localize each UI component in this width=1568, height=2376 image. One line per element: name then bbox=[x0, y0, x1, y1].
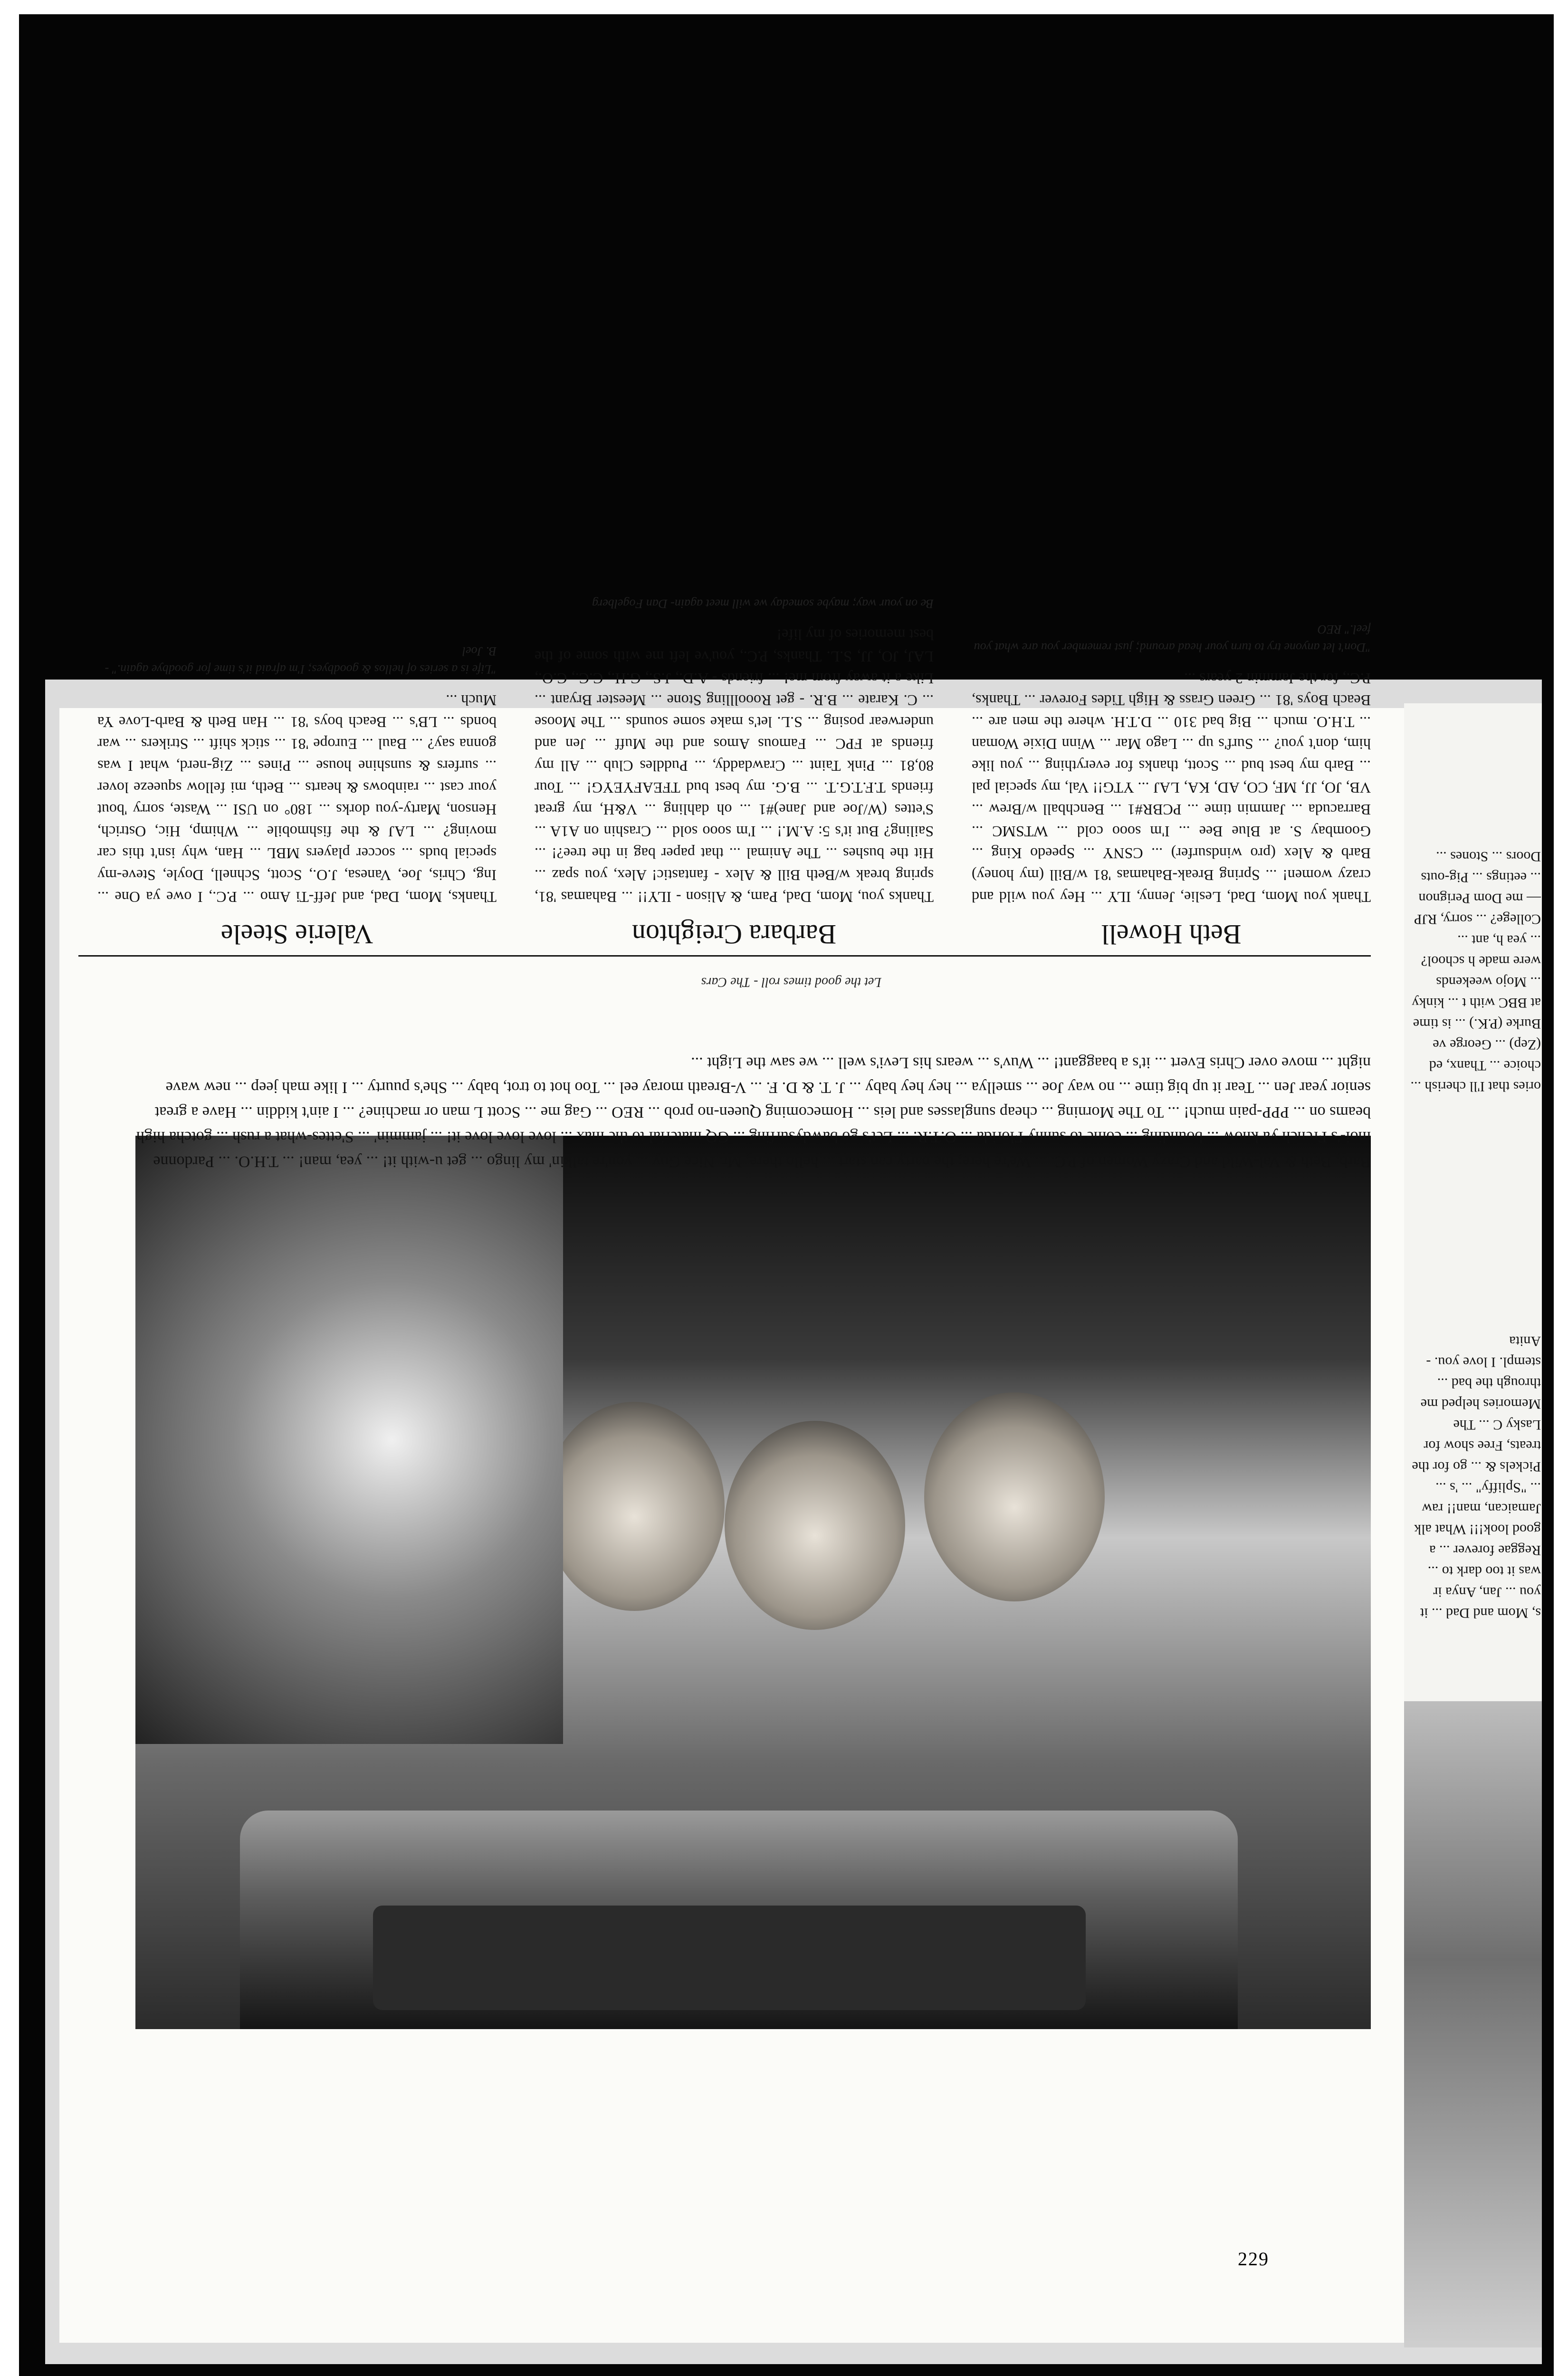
photo-person-right bbox=[544, 1402, 725, 1611]
photo-person-center bbox=[725, 1421, 905, 1630]
senior-name: Barbara Creighton bbox=[632, 919, 837, 950]
adjacent-page-fragment bbox=[1404, 703, 1542, 2347]
senior-message: Thanks, Mom, Dad, and Jeff-Ti Amo ... P.C., I owe ya One ... Ing, Chris, Joe, Vanesa, J.O., Scott, Schnell, Doyle, Steve-my special buds ... soccer players MBL ... Han, why isn't this car moving? ... LAJ & the fishmobile ... Whimp, Hic, Ostrich, Henson, Marty-you dorks ... 180° on USI ... Waste, sorry 'bout your cast ... rainbows & hearts ... Beth, mi fellow squeeze lover ... surfers & sunshine house ... Pines ... Zig-nerd, what I was gonna say? ... Baul ... Europe '81 ... stick shift ... Strikers ... war bonds ... LB's ... Beach boys '81 ... Han Beth & Barb-Love Ya Much ... bbox=[97, 692, 497, 906]
senior-name: Beth Howell bbox=[1101, 919, 1242, 950]
senior-column-howell bbox=[972, 623, 1371, 950]
senior-column-steele bbox=[97, 644, 497, 950]
senior-quote: Be on your way; maybe someday we will meet again- Dan Fogelberg bbox=[592, 597, 934, 611]
yearbook-page bbox=[59, 597, 1404, 2343]
photo-shrubs bbox=[135, 1136, 563, 1744]
adjacent-page-text-lower: s, Mom and Dad ... it you ... Jan, Anya ir was it too dark to ... Reggae forever ... a good look!!! What alk Jamaican, man!! raw ... "Spliffy" ... 's ... Pickels & ... go for the treats, Free show for Lasky C ... The Memories helped me through the bad ... stempl. I love you. - Anita bbox=[1412, 1333, 1541, 1621]
senior-message: Thank you Mom, Dad, Leslie, Jenny, ILY ... Hey you wild and crazy women! ... Spring Break-Bahamas '81 w/Bill (my honey) Barb & Alex (pro windsurfer) ... CSNY ... Speedo King ... Goombay S. at Blue Bee ... I'm sooo cold ... WTSMC ... Barracuda ... Jammin time ... PCBR#1 ... Benchball w/Brew ... VB, JO, JJ, MF, CO, AD, KA, LAJ ... YTG!! Val, my special pal ... Barb my best bud ... Scott, thanks for everything ... you like him, don't you? ... Surf's up ... Lago Mar ... Winn Dixie Woman ... T.H.O. much ... Big bad 310 ... D.T.H. where the men are ... Beach Boys '81 ... Green Grass & High Tides Forever ... Thanks, P.C., for the Jammin 2 years ... bbox=[972, 670, 1371, 906]
yearbook-spread bbox=[45, 597, 1542, 2364]
photo-person-left bbox=[924, 1392, 1105, 1601]
adjacent-page-photo bbox=[1404, 1701, 1542, 2347]
senior-quote: "Don't let anyone try to turn your head around; just remember you are what you feel." REO bbox=[974, 623, 1371, 654]
senior-quote: "Life is a series of hellos & goodbyes; I'm afraid it's time for goodbye again." -B. Joel bbox=[105, 644, 497, 676]
senior-column-creighton bbox=[535, 597, 934, 950]
page-number: 229 bbox=[1238, 2248, 1269, 2270]
song-quote: Let the good times roll - The Cars bbox=[701, 975, 881, 989]
section-divider bbox=[78, 955, 1371, 957]
group-photo bbox=[135, 1136, 1371, 2029]
senior-message: Thanks you, Mom, Dad, Pam, & Alison - ILY!! ... Bahamas '81, spring break w/Beth Bill & Alex - fantastic! Alex, you spaz ... Hit the bushes ... The Animal ... that paper bag in the tree?! ... Sailing? But it's 5: A.M.! ... I'm sooo sold ... Crashin on A1A ... S'ettes (W/Joe and Jane)#1 ... oh dahling ... V&H, my great friends T.F.T.G.T. ... B.G. my best bud TFEAFYEYG! ... Tour 80,81 ... Pink Taint ... Crawdaddy, ... Puddles Club ... All my friends at FPC ... Famous Amos and the Muff ... Jen and underwear posing ... S.L. let's make some sounds ... The Moose ... C. Karate ... B.R. - get Rooollling Stone ... Meester Bryant ... Like a it away from me! ... friends - A.D., J.S., G.H., C.C., C.O., LAJ, JO, JJ, S.L. Thanks, P.C., you've left me with some of the best memories of my life! bbox=[535, 626, 934, 906]
adjacent-page-text-upper: ories that I'll cherish ... choice ... Thanx, ed (Zep) ... George ve Burke (P.K.) ... is time at BBC with t ... kinky ... Mojo weekends were made h school? ... yea h, ant ... College? ... sorry, RJP — me Dom Perignon ... eetings ... Pig-outs Doors ... Stones ... bbox=[1410, 849, 1541, 1094]
photo-car-window bbox=[373, 1906, 1086, 2010]
senior-name: Valerie Steele bbox=[220, 919, 373, 950]
photo-caption: Barb, Beth & Val-Wild and Crazy Women of P.C. ... We're here; the party can start ... hello there, Mr. Nice Guy ... you're talkin' my lingo ... get u-with it! ... yea, man! ... T.H.O. ... Pardonne moi-'s French ya know ... bounding ... come to sunny Florida ... O.T.R. ... Let's go bawdysurfing ... GQ material to the max ... love love love it! ... jammin' ... S'ettes-what a rush ... gotcha high beams on ... PPP-pain much! ... To The Morning ... cheap sunglasses and leis ... Homecoming Queen-no prob ... REO ... Gag me ... Scott L man or machine? ... I ain't kiddin ... Have a great senior year Jen ... Tear it up big time ... no way Joe ... smellya ... hey hey baby ... J. T. & D. F. ... V-Breath moray eel ... Too hot to trot, baby ... She's puurty ... I like mah jeep ... new wave night ... move over Chris Evert ... it's a baaggant! ... Wuv's ... wears his Levi's well ... we saw the Light ... bbox=[136, 1054, 1371, 1170]
